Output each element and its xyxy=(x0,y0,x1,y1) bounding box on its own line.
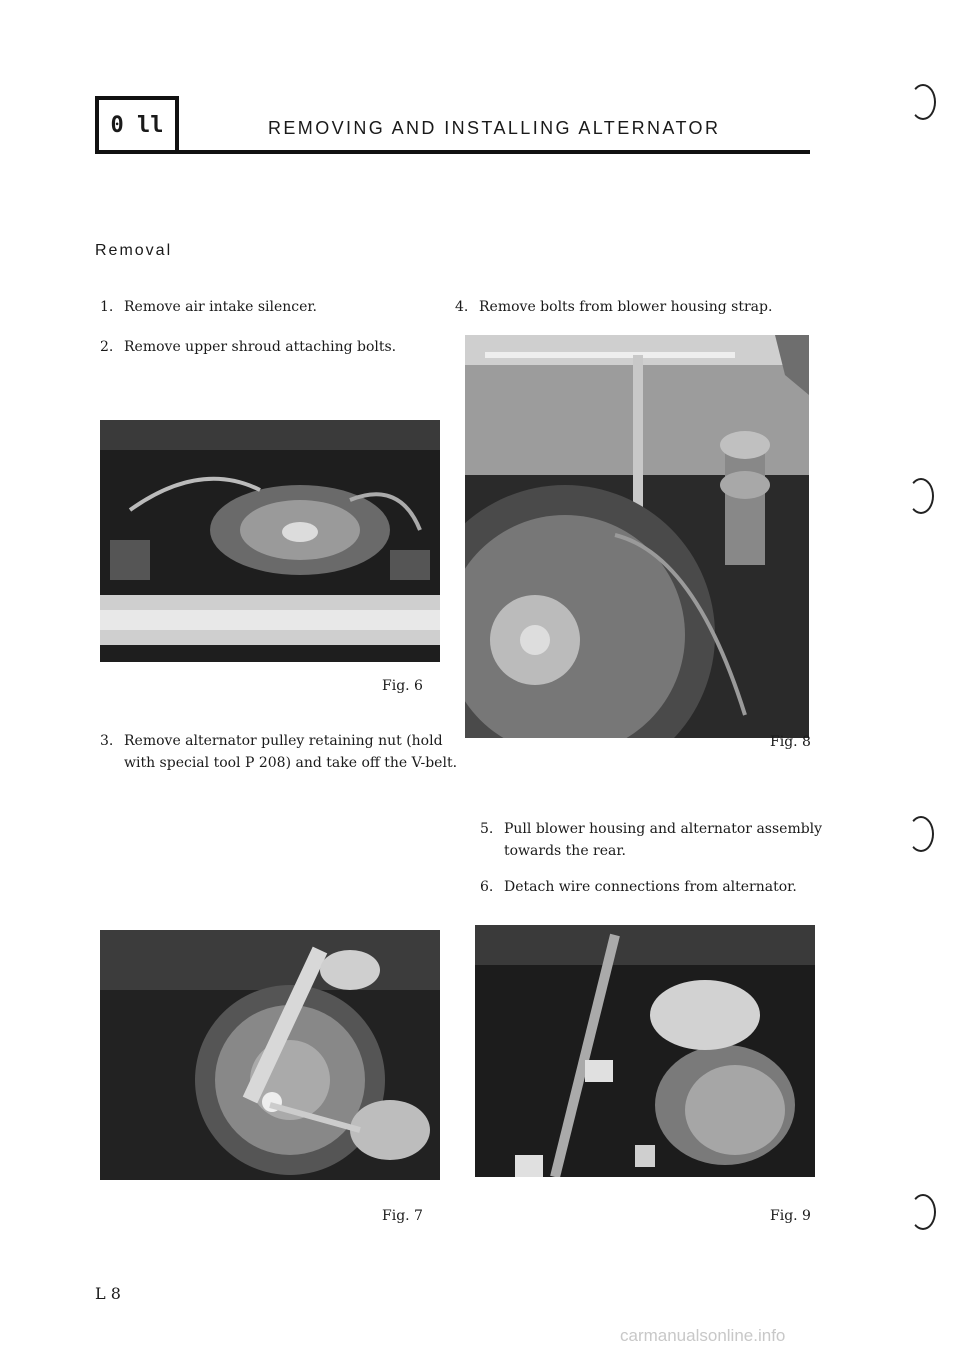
step-text: Pull blower housing and alternator assembly xyxy=(504,821,823,837)
step-number: 6. xyxy=(480,879,494,895)
page-number: L 8 xyxy=(95,1284,121,1303)
binder-hole-mark xyxy=(910,84,936,120)
figure-8-photo xyxy=(465,335,809,738)
binder-hole-mark xyxy=(908,478,934,514)
step-text: Remove air intake silencer. xyxy=(124,299,317,315)
step-text: Detach wire connections from alternator. xyxy=(504,879,797,895)
section-code: 0 ll xyxy=(110,112,164,138)
step-4 xyxy=(455,296,772,318)
step-number: 1. xyxy=(100,299,114,315)
step-text: Remove bolts from blower housing strap. xyxy=(479,299,773,315)
binder-hole-mark xyxy=(908,816,934,852)
step-2 xyxy=(100,336,396,358)
binder-hole-mark xyxy=(910,1194,936,1230)
page-title: REMOVING AND INSTALLING ALTERNATOR xyxy=(268,118,721,138)
figure-6-photo xyxy=(100,420,440,662)
step-number: 5. xyxy=(480,821,494,837)
step-6 xyxy=(480,876,797,898)
header-rule xyxy=(95,150,810,154)
step-5 xyxy=(480,818,822,862)
figure-7-caption: Fig. 7 xyxy=(382,1208,423,1224)
section-heading: Removal xyxy=(95,242,173,259)
step-1 xyxy=(100,296,317,318)
step-number: 3. xyxy=(100,733,114,749)
figure-9-caption: Fig. 9 xyxy=(770,1208,811,1224)
step-number: 2. xyxy=(100,339,114,355)
step-text: Remove upper shroud attaching bolts. xyxy=(124,339,397,355)
figure-9-photo xyxy=(475,925,815,1177)
watermark: carmanualsonline.info xyxy=(620,1326,786,1345)
step-3 xyxy=(100,730,457,774)
step-text: Remove alternator pulley retaining nut (hold xyxy=(124,733,443,749)
step-number: 4. xyxy=(455,299,469,315)
figure-7-photo xyxy=(100,930,440,1180)
figure-6-caption: Fig. 6 xyxy=(382,678,423,694)
step-text-continued: towards the rear. xyxy=(504,843,626,859)
figure-8-caption: Fig. 8 xyxy=(770,734,811,750)
step-text-continued: with special tool P 208) and take off the V-belt. xyxy=(124,755,458,771)
section-code-box xyxy=(95,96,179,154)
